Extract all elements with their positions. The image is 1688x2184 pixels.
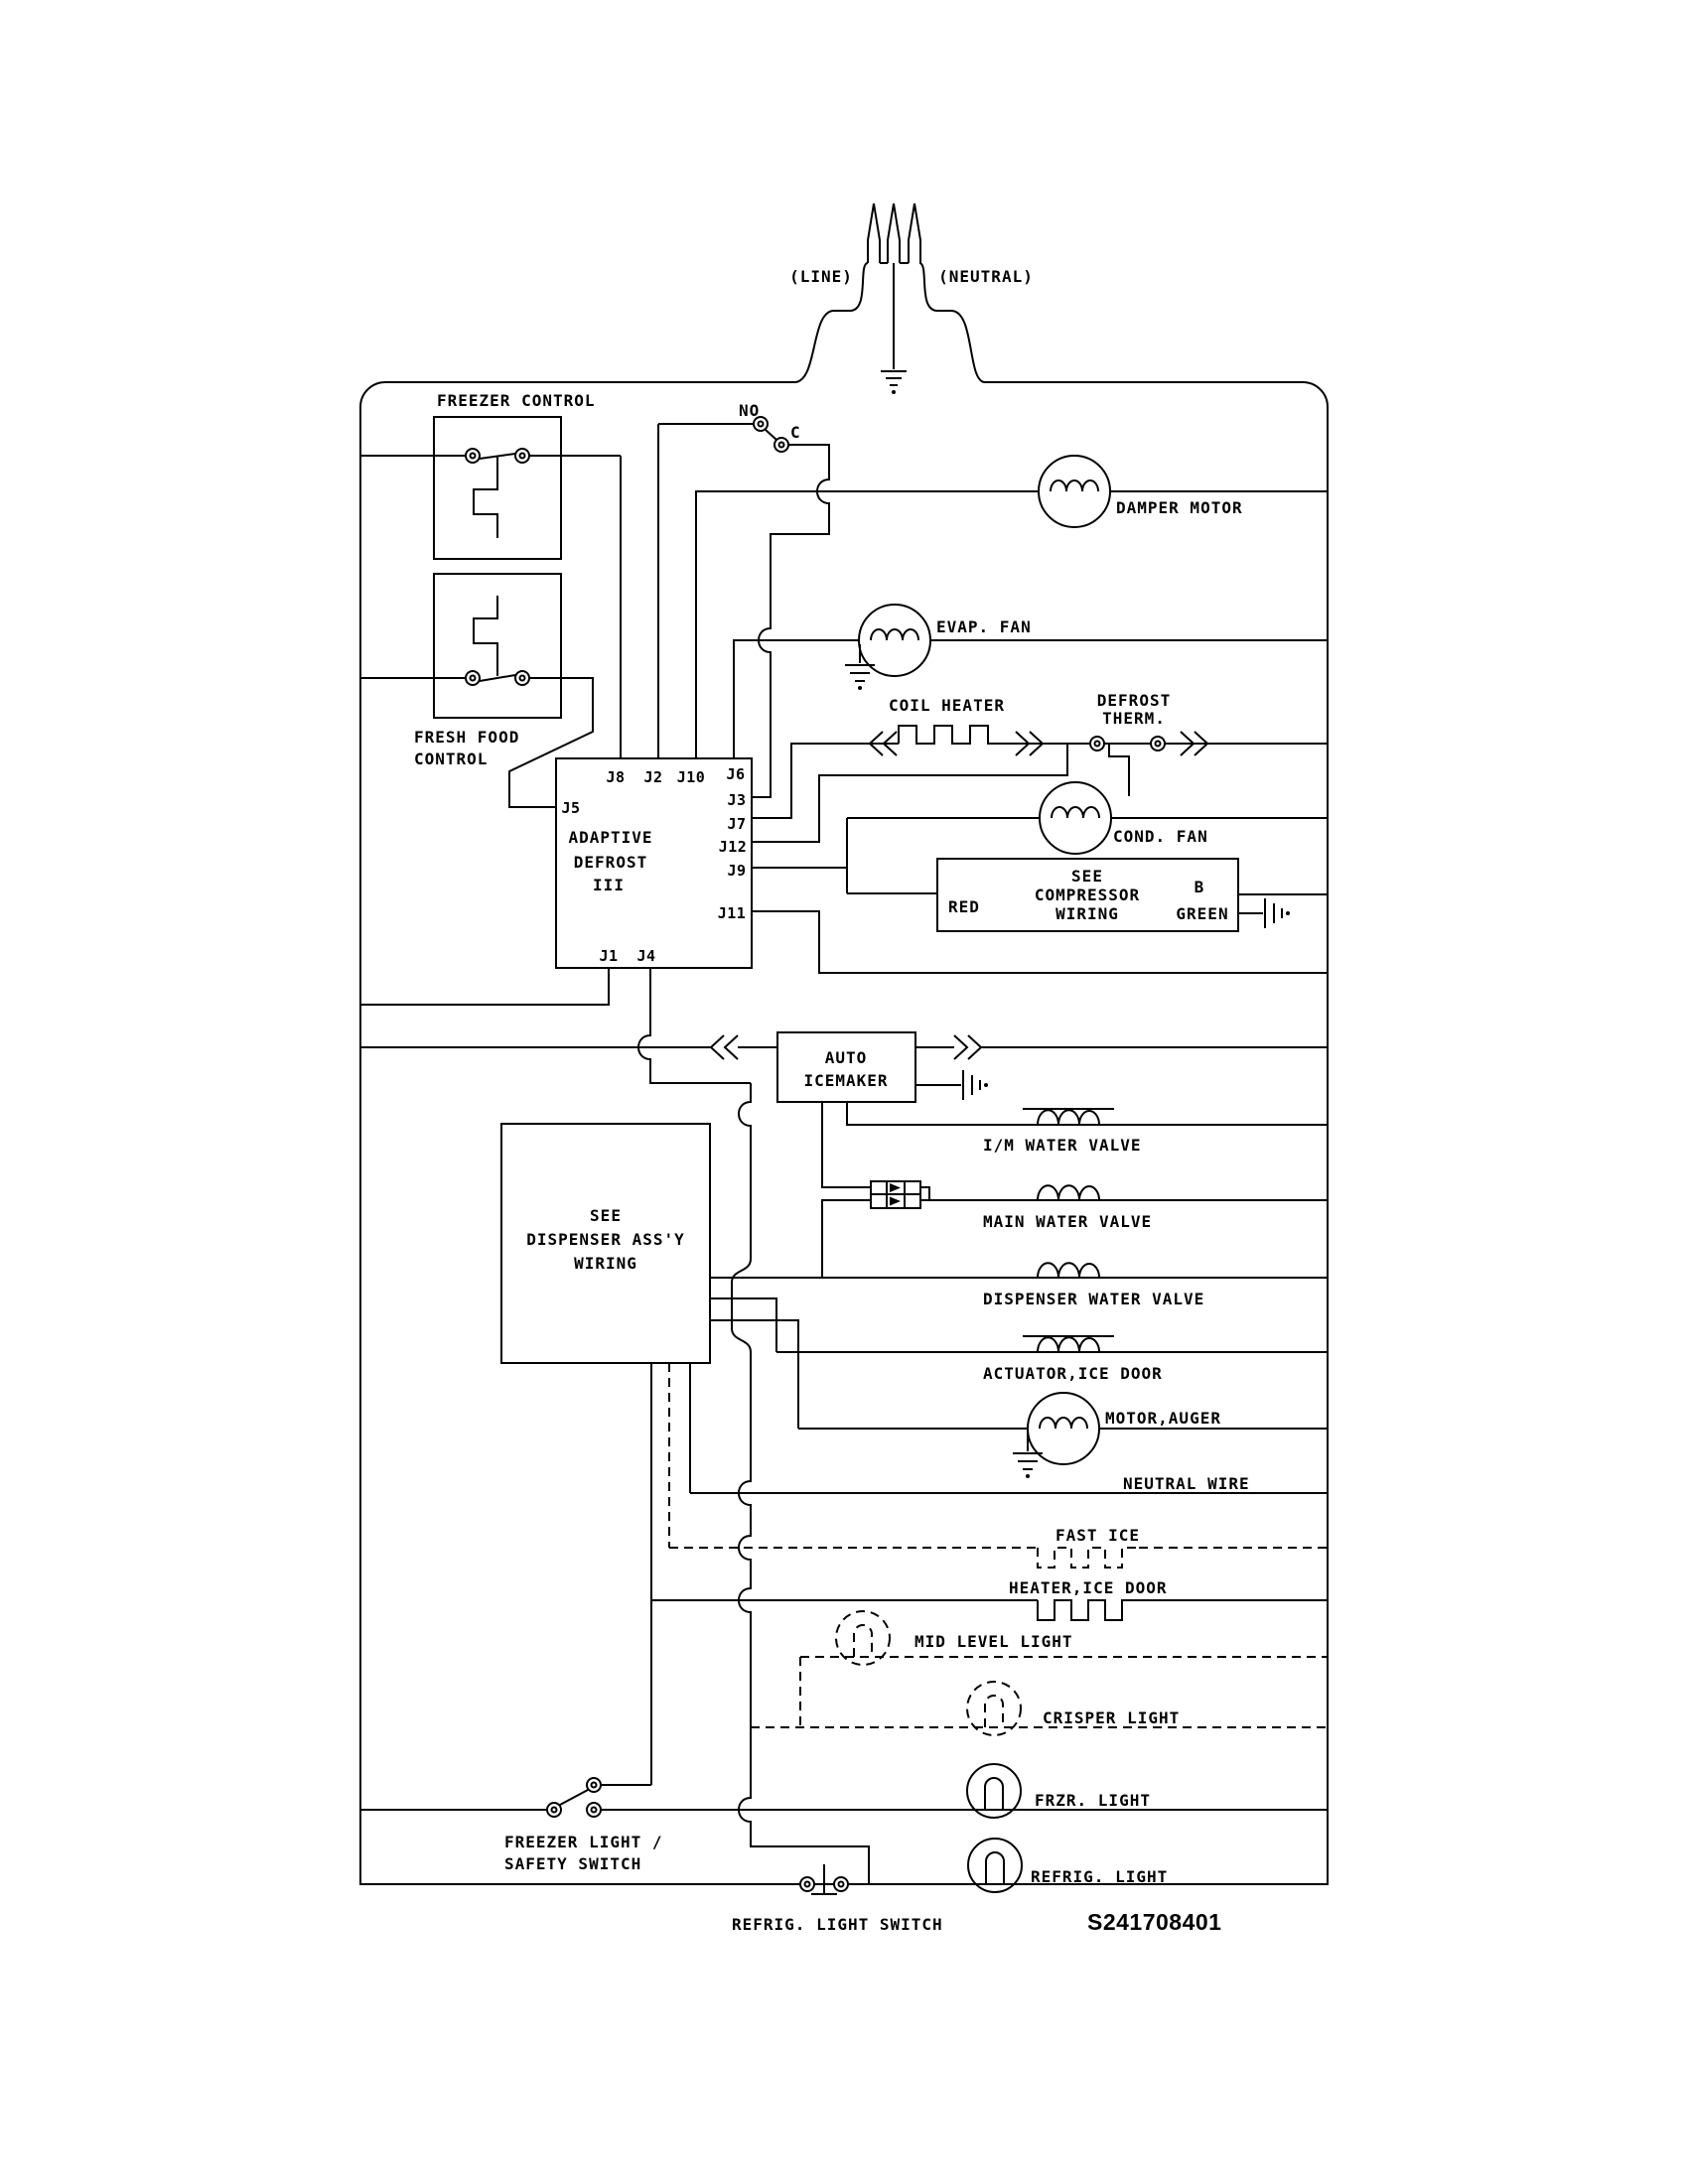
motor-auger-label: MOTOR,AUGER [1105,1409,1221,1428]
lamp-filament-icon [985,1696,1003,1727]
compressor-label-2: COMPRESSOR [1034,886,1141,904]
diode-block [822,1102,929,1278]
thermostat-zigzag-icon [474,596,497,676]
dispenser-assembly [501,1124,710,1363]
fresh-food-label-1: FRESH FOOD [414,728,520,747]
pin-j12: J12 [718,838,748,856]
ground-icon [1265,898,1282,928]
diode-icon [890,1197,901,1206]
diode-icon [890,1183,901,1192]
ground-icon [963,1070,980,1100]
coil-heater-label: COIL HEATER [889,696,1005,715]
fast-ice-branch [669,1526,1328,1568]
refrig-light-label: REFRIG. LIGHT [1031,1867,1169,1886]
heater-ice-door-branch [651,1578,1328,1620]
j11-wire [752,911,1328,973]
switch-blade [766,430,776,440]
part-number: S241708401 [1087,1909,1222,1935]
c-label: C [790,423,801,442]
plug-prong-neutral-icon [909,204,920,263]
icemaker-label-2: ICEMAKER [803,1071,889,1090]
board-label-3: III [593,876,625,894]
adaptive-defrost-board [556,758,752,968]
pin-j1: J1 [599,947,619,965]
heater-resistor-icon [1038,1600,1139,1620]
compressor-circuit [752,782,1328,931]
dispenser-water-valve-branch [710,1263,1328,1308]
evap-fan-label: EVAP. FAN [936,617,1032,636]
lamp-filament-icon [986,1852,1004,1884]
coil-heater-resistor-icon [899,726,1005,744]
pin-j11: J11 [717,904,747,922]
pin-j3: J3 [727,791,747,809]
pin-j9: J9 [727,862,747,880]
red-label: RED [948,897,980,916]
green-label: GREEN [1176,904,1229,923]
ground-icon [1013,1453,1043,1469]
motor-coil-icon [1052,807,1099,818]
neutral-wire-branch [690,1474,1328,1493]
damper-motor-branch [696,456,1328,758]
ground-icon [881,371,907,385]
line-label: (LINE) [789,267,853,286]
b-label: B [1194,878,1205,896]
frzr-light-label: FRZR. LIGHT [1035,1791,1151,1810]
board-label-2: DEFROST [573,853,648,872]
heater-ice-door-label: HEATER,ICE DOOR [1009,1578,1168,1597]
evap-fan-branch [734,605,1328,758]
dispenser-box-label-2: DISPENSER ASS'Y [526,1230,685,1249]
fast-ice-label: FAST ICE [1055,1526,1141,1545]
dispenser-box-label-1: SEE [590,1206,622,1225]
actuator-ice-door-label: ACTUATOR,ICE DOOR [983,1364,1163,1383]
pin-j7: J7 [727,815,747,833]
cabinet-outline [360,382,1328,1884]
solenoid-coil-icon [1038,1185,1099,1200]
freezer-control-label: FREEZER CONTROL [437,391,596,410]
refrig-light-switch-label: REFRIG. LIGHT SWITCH [732,1915,943,1934]
dispenser-water-valve-label: DISPENSER WATER VALVE [983,1290,1205,1308]
fresh-food-label-2: CONTROL [414,750,489,768]
compressor-label-1: SEE [1071,867,1103,886]
solenoid-coil-icon [1038,1110,1099,1125]
cond-fan-symbol [1040,782,1111,854]
heater-resistor-icon [1038,1548,1139,1568]
connector-chevrons-left-icon [711,1035,738,1059]
icemaker-box [777,1032,915,1102]
power-plug [789,204,1034,394]
motor-coil-icon [1040,1418,1087,1429]
j1-wire [360,968,609,1005]
thermostat-zigzag-icon [474,457,497,538]
therm-sensing-stub [1109,744,1129,796]
main-water-valve-label: MAIN WATER VALVE [983,1212,1153,1231]
j4-feed-wire [638,968,869,1884]
crisper-light-branch [751,1682,1328,1735]
board-label-1: ADAPTIVE [568,828,653,847]
pin-j10: J10 [676,768,706,786]
neutral-label: (NEUTRAL) [938,267,1034,286]
motor-coil-icon [1051,480,1098,491]
plug-prong-ground-icon [888,204,900,263]
solenoid-coil-icon [1038,1337,1099,1352]
pin-j4: J4 [636,947,656,965]
crisper-light-label: CRISPER LIGHT [1043,1708,1181,1727]
plug-prong-line-icon [868,204,880,263]
damper-motor-symbol [1039,456,1110,527]
auger-motor-branch [710,1320,1328,1478]
im-water-valve-branch [847,1102,1328,1155]
defrost-therm-label-2: THERM. [1102,709,1166,728]
compressor-label-3: WIRING [1055,904,1119,923]
actuator-ice-door-branch [710,1298,1328,1383]
pin-j5: J5 [561,799,581,817]
mid-level-light-label: MID LEVEL LIGHT [914,1632,1073,1651]
no-label: NO [739,401,761,420]
switch-blade [560,1790,588,1805]
damper-motor-label: DAMPER MOTOR [1116,498,1243,517]
auto-icemaker [360,1032,1328,1102]
fresh-food-control [360,574,593,807]
freezer-safety-switch-label-1: FREEZER LIGHT / [504,1833,663,1851]
motor-coil-icon [871,629,918,640]
im-water-valve-label: I/M WATER VALVE [983,1136,1142,1155]
pin-j2: J2 [643,768,663,786]
defrost-therm-label-1: DEFROST [1096,691,1172,710]
dispenser-feed-1 [601,1363,651,1785]
neutral-wire-label: NEUTRAL WIRE [1123,1474,1250,1493]
freezer-light-circuit [360,1764,1328,1873]
freezer-safety-switch-label-2: SAFETY SWITCH [504,1854,642,1873]
solenoid-coil-icon [1038,1263,1099,1278]
icemaker-label-1: AUTO [824,1048,868,1067]
defrost-terminate-switch [658,401,829,797]
cond-fan-label: COND. FAN [1113,827,1208,846]
connector-chevrons-right-icon [954,1035,981,1059]
main-water-valve-branch [920,1185,1328,1231]
pushbutton-icon [811,1864,837,1894]
lamp-filament-icon [985,1778,1003,1810]
dispenser-box-label-3: WIRING [574,1254,637,1273]
j12-wire [752,744,1067,842]
pin-j6: J6 [726,765,746,783]
lamp-filament-icon [854,1625,872,1657]
pin-j8: J8 [606,768,626,786]
